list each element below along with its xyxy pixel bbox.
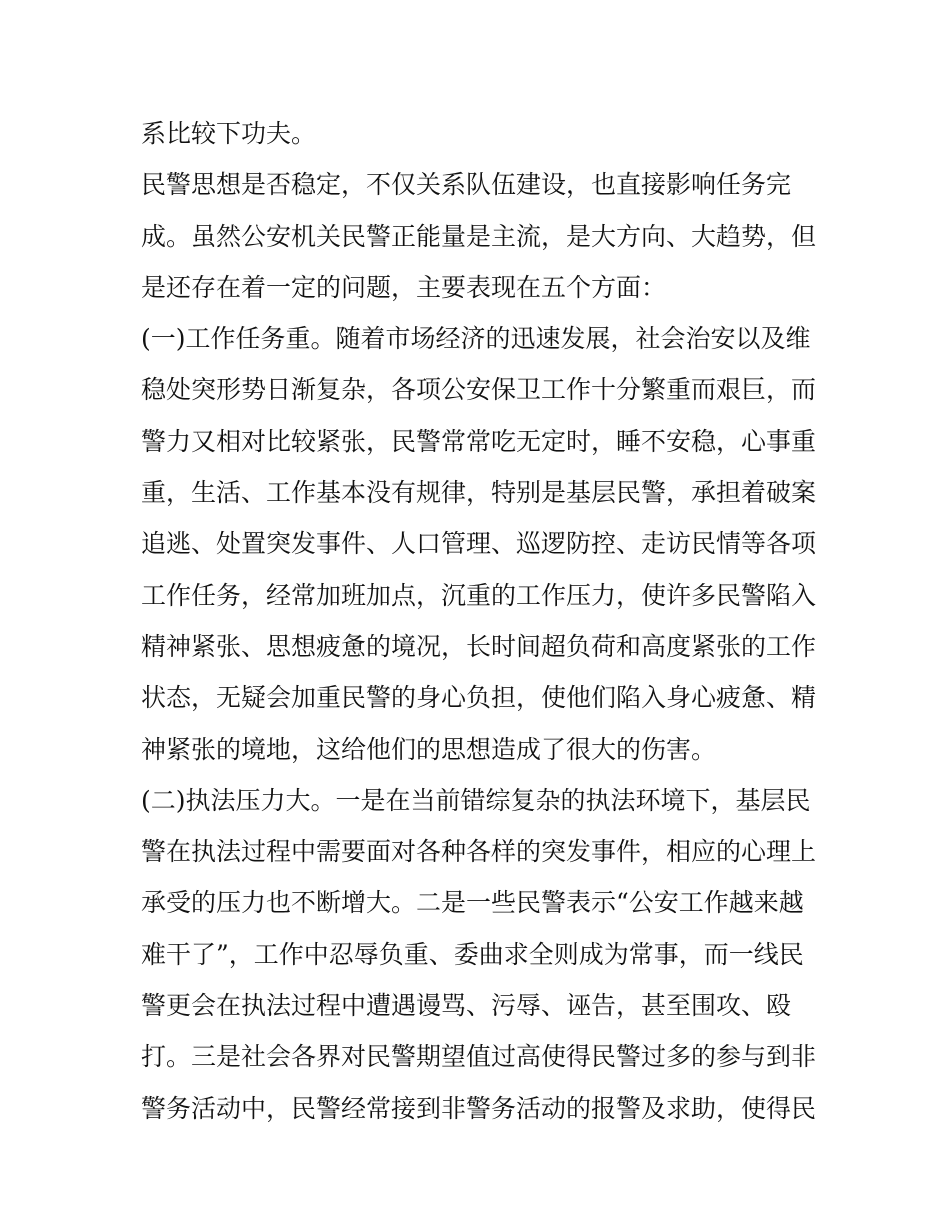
text-line: (一)工作任务重。随着市场经济的迅速发展，社会治安以及维 — [141, 324, 811, 354]
text-line: 成。虽然公安机关民警正能量是主流，是大方向、大趋势，但 — [141, 221, 817, 251]
text-line: 承受的压力也不断增大。二是一些民警表示“公安工作越来越 — [141, 888, 804, 918]
text-line: 警力又相对比较紧张，民警常常吃无定时，睡不安稳，心事重 — [141, 426, 817, 456]
text-line: 警在执法过程中需要面对各种各样的突发事件，相应的心理上 — [141, 837, 817, 867]
text-line: 民警思想是否稳定，不仅关系队伍建设，也直接影响任务完 — [141, 170, 792, 200]
text-line: 警务活动中，民警经常接到非警务活动的报警及求助，使得民 — [141, 1093, 817, 1123]
text-line: 重，生活、工作基本没有规律，特别是基层民警，承担着破案 — [141, 478, 817, 508]
text-line: 是还存在着一定的问题，主要表现在五个方面： — [141, 272, 667, 302]
text-line: 警更会在执法过程中遭遇谩骂、污辱、诬告，甚至围攻、殴 — [141, 991, 792, 1021]
text-line: (二)执法压力大。一是在当前错综复杂的执法环境下，基层民 — [141, 785, 811, 815]
body-text — [141, 108, 817, 1134]
text-line: 神紧张的境地，这给他们的思想造成了很大的伤害。 — [141, 734, 717, 764]
text-line: 精神紧张、思想疲惫的境况，长时间超负荷和高度紧张的工作 — [141, 631, 817, 661]
text-line: 难干了”，工作中忍辱负重、委曲求全则成为常事，而一线民 — [141, 939, 804, 969]
text-line: 系比较下功夫。 — [141, 119, 317, 148]
text-line: 工作任务，经常加班加点，沉重的工作压力，使许多民警陷入 — [141, 580, 817, 610]
text-line: 追逃、处置突发事件、人口管理、巡逻防控、走访民情等各项 — [141, 529, 817, 559]
text-line: 打。三是社会各界对民警期望值过高使得民警过多的参与到非 — [141, 1042, 817, 1072]
text-line: 稳处突形势日渐复杂，各项公安保卫工作十分繁重而艰巨，而 — [141, 375, 817, 405]
text-line: 状态，无疑会加重民警的身心负担，使他们陷入身心疲惫、精 — [141, 683, 817, 713]
